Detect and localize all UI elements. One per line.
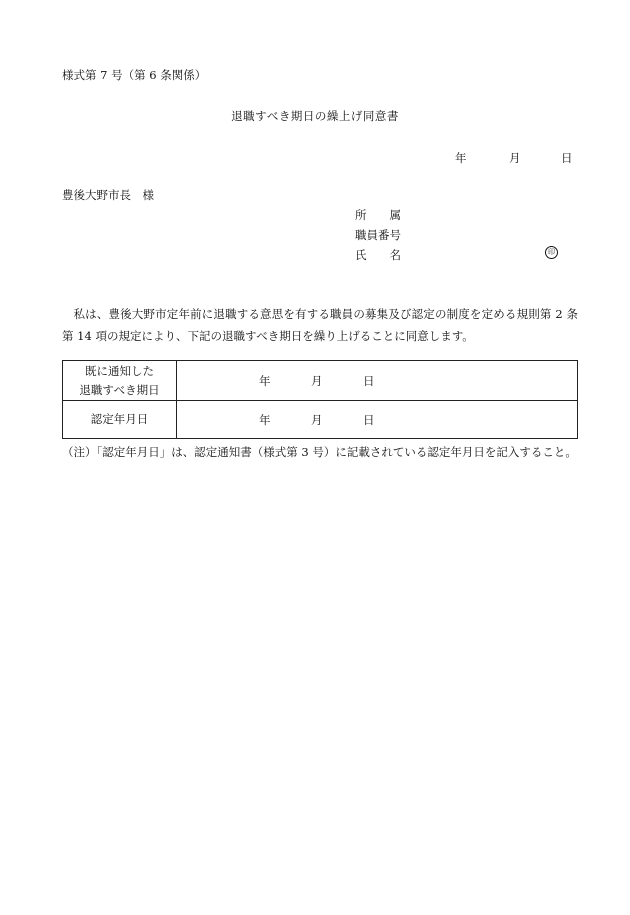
certification-date-label: 認定年月日	[63, 401, 177, 439]
form-number-label: 様式第 7 号（第 6 条関係）	[62, 68, 207, 82]
notified-retirement-date-label: 既に通知した 退職すべき期日	[63, 361, 177, 401]
table-row	[63, 361, 578, 401]
year-label: 年	[259, 373, 271, 388]
date-day-label: 日	[561, 151, 573, 165]
note-text: （注）「認定年月日」は、認定通知書（様式第 3 号）に記載されている認定年月日を記入すること。	[62, 445, 577, 459]
table-row	[63, 401, 578, 439]
employee-number-label: 職員番号	[355, 228, 401, 242]
date-month-label: 月	[509, 151, 521, 165]
seal-icon: 印	[545, 246, 558, 259]
date-year-label: 年	[455, 151, 467, 165]
day-label: 日	[363, 373, 375, 388]
name-label: 氏 名	[355, 248, 401, 262]
consent-statement: 私は、豊後大野市定年前に退職する意思を有する職員の募集及び認定の制度を定める規則第 2 条第 14 項の規定により、下記の退職すべき期日を繰り上げることに同意します。	[62, 307, 578, 343]
date-table	[62, 360, 578, 439]
month-label: 月	[311, 412, 323, 427]
addressee: 豊後大野市長 様	[62, 188, 154, 202]
year-label: 年	[259, 412, 271, 427]
day-label: 日	[363, 412, 375, 427]
certification-date-value[interactable]	[177, 401, 578, 439]
notified-retirement-date-value[interactable]	[177, 361, 578, 401]
document-title: 退職すべき期日の繰上げ同意書	[231, 109, 399, 123]
month-label: 月	[311, 373, 323, 388]
affiliation-label: 所 属	[355, 208, 401, 222]
